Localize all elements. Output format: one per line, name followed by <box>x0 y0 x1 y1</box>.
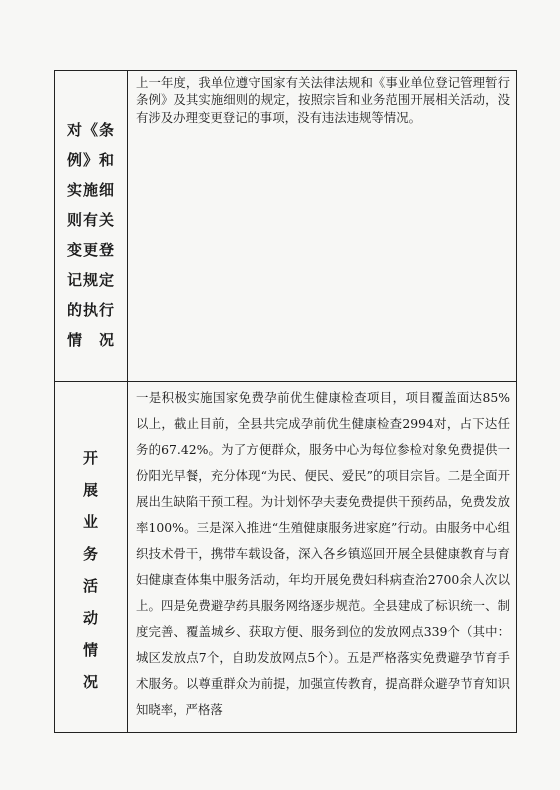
label-line: 况 <box>82 673 99 691</box>
label-line: 情 <box>82 641 99 659</box>
label-line: 情 况 <box>66 331 115 349</box>
label-line: 实施细 <box>66 181 115 199</box>
row-content-cell <box>128 71 517 382</box>
business-activities-text: 一是积极实施国家免费孕前优生健康检查项目，项目覆盖面达85%以上，截止目前，全县共完成孕前优生健康检查2994对，占下达任务的67.42%。为了方便群众，服务中心为每位参检对象免费提供一份阳光早餐，充分体现“为民、便民、爱民”的项目宗旨。二是全面开展出生缺陷干预工程。为计划怀孕夫妻免费提供干预药品，免费发放率100%。三是深入推进“生殖健康服务进家庭”行动。由服务中心组织技术骨干，携带车载设备，深入各乡镇巡回开展全县健康教育与育妇健康查体集中服务活动，年均开展免费妇科病查治2700余人次以上。四是免费避孕药具服务网络逐步规范。全县建成了标识统一、制度完善、覆盖城乡、获取方便、服务到位的发放网点339个（其中：城区发放点7个，自助发放网点5个）。五是严格落实免费避孕节育手术服务。以尊重群众为前提，加强宣传教育，提高群众避孕节育知识知晓率，严格落 <box>136 390 510 717</box>
label-line: 的执行 <box>66 301 115 319</box>
table-row <box>55 71 517 382</box>
row-label-cell <box>55 71 128 382</box>
label-line: 记规定 <box>66 271 115 289</box>
label-line: 变更登 <box>66 241 115 259</box>
row-label-cell <box>55 382 128 733</box>
label-line: 展 <box>82 481 99 499</box>
label-line: 开 <box>82 449 99 467</box>
table-row <box>55 382 517 733</box>
label-line: 则有关 <box>66 211 115 229</box>
label-line: 对《条 <box>66 121 115 139</box>
label-line: 务 <box>82 545 99 563</box>
row-content-cell <box>128 382 517 733</box>
registration-report-table <box>54 70 517 733</box>
row-label-regulation-compliance <box>55 71 127 355</box>
row-label-business-activities <box>55 382 127 698</box>
label-line: 例》和 <box>66 151 115 169</box>
label-line: 动 <box>82 609 99 627</box>
label-line: 业 <box>82 513 99 531</box>
label-line: 活 <box>82 577 99 595</box>
regulation-compliance-text: 上一年度，我单位遵守国家有关法律法规和《事业单位登记管理暂行条例》及其实施细则的规定，按照宗旨和业务范围开展相关活动，没有涉及办理变更登记的事项，没有违法违规等情况。 <box>136 75 510 125</box>
